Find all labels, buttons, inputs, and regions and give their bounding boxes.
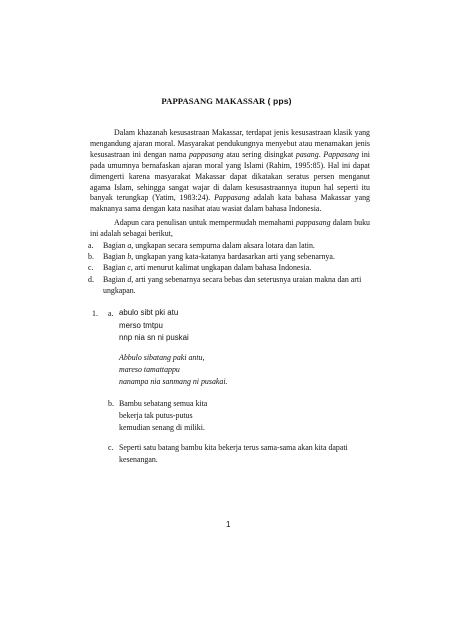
latin-block [119, 352, 228, 388]
list-item: d. Bagian d, arti yang sebenarnya secara bebas dan seterusnya uraian makna dan arti ungkapan. [88, 274, 362, 295]
list-item: c. Bagian c, arti menurut kalimat ungkapan dalam bahasa Indonesia. [88, 263, 312, 273]
meaning-text: Seperti satu batang bambu kita bekerja terus sama-sama akan kita dapati kesenangan. [119, 443, 348, 464]
format-list [88, 240, 372, 296]
method-paragraph: Adapun cara penulisan untuk mempermudah memahami pappasang dalam buku ini adalah sebagai berikut, [90, 218, 370, 238]
latin-line: nanampa nia sanmang ni pusakai. [119, 377, 228, 386]
page-number: 1 [226, 520, 231, 529]
entry-sub-b-marker: b. [108, 399, 114, 408]
latin-line: Abbulo sibatang paki antu, [119, 353, 205, 362]
literal-line: bekerja tak putus-putus [119, 411, 193, 420]
lontara-line: abulo sibt pki atu [119, 308, 179, 317]
list-item: a. Bagian a, ungkapan secara sempurna dalam aksara lotara dan latin. [88, 241, 315, 250]
page-title [0, 96, 453, 106]
intro-paragraph: Dalam khazanah kesusastraan Makassar, terdapat jenis kesusastraan klasik yang mengandung ajaran moral. Masyarakat pendukungnya menyebut atau menamakan jenis kesusastraan ini dengan nama pappasang atau sering disingkat pasang. Pappasang ini pada umumnya bernafaskan ajaran moral yang Islami (Rahim, 1995:85). Hal ini dapat dimengerti karena masyarakat Makassar dapat dikatakan seratus persen menganut agama Islam, sehingga sangat wajar di dalam kesusastraannya itupun hal seperti itu banyak terungkap (Yatim, 1983:24). Pappasang adalah kata bahasa Makassar yang maknanya sama dengan kata nasihat atau wasiat dalam bahasa Indonesia. [90, 128, 370, 214]
lontara-line: merso tmtpu [119, 320, 163, 330]
title-main: PAPPASANG MAKASSAR [161, 96, 266, 106]
literal-line: Bambu sebatang semua kita [119, 399, 208, 408]
lontara-block [119, 307, 189, 345]
list-item: b. Bagian b, ungkapan yang kata-katanya bardasarkan arti yang sebenarnya. [88, 252, 335, 262]
literal-line: kemudian senang di miliki. [119, 423, 205, 432]
literal-block [119, 398, 207, 434]
entry-sub-c-marker: c. [108, 443, 114, 452]
entry-sub-a-marker: a. [108, 309, 114, 318]
lontara-line: nnp nia sn ni puskai [119, 333, 189, 342]
entry-number: 1. [92, 309, 98, 318]
latin-line: mareso tamattappu [119, 365, 180, 374]
title-abbreviation: ( pps) [267, 96, 292, 106]
